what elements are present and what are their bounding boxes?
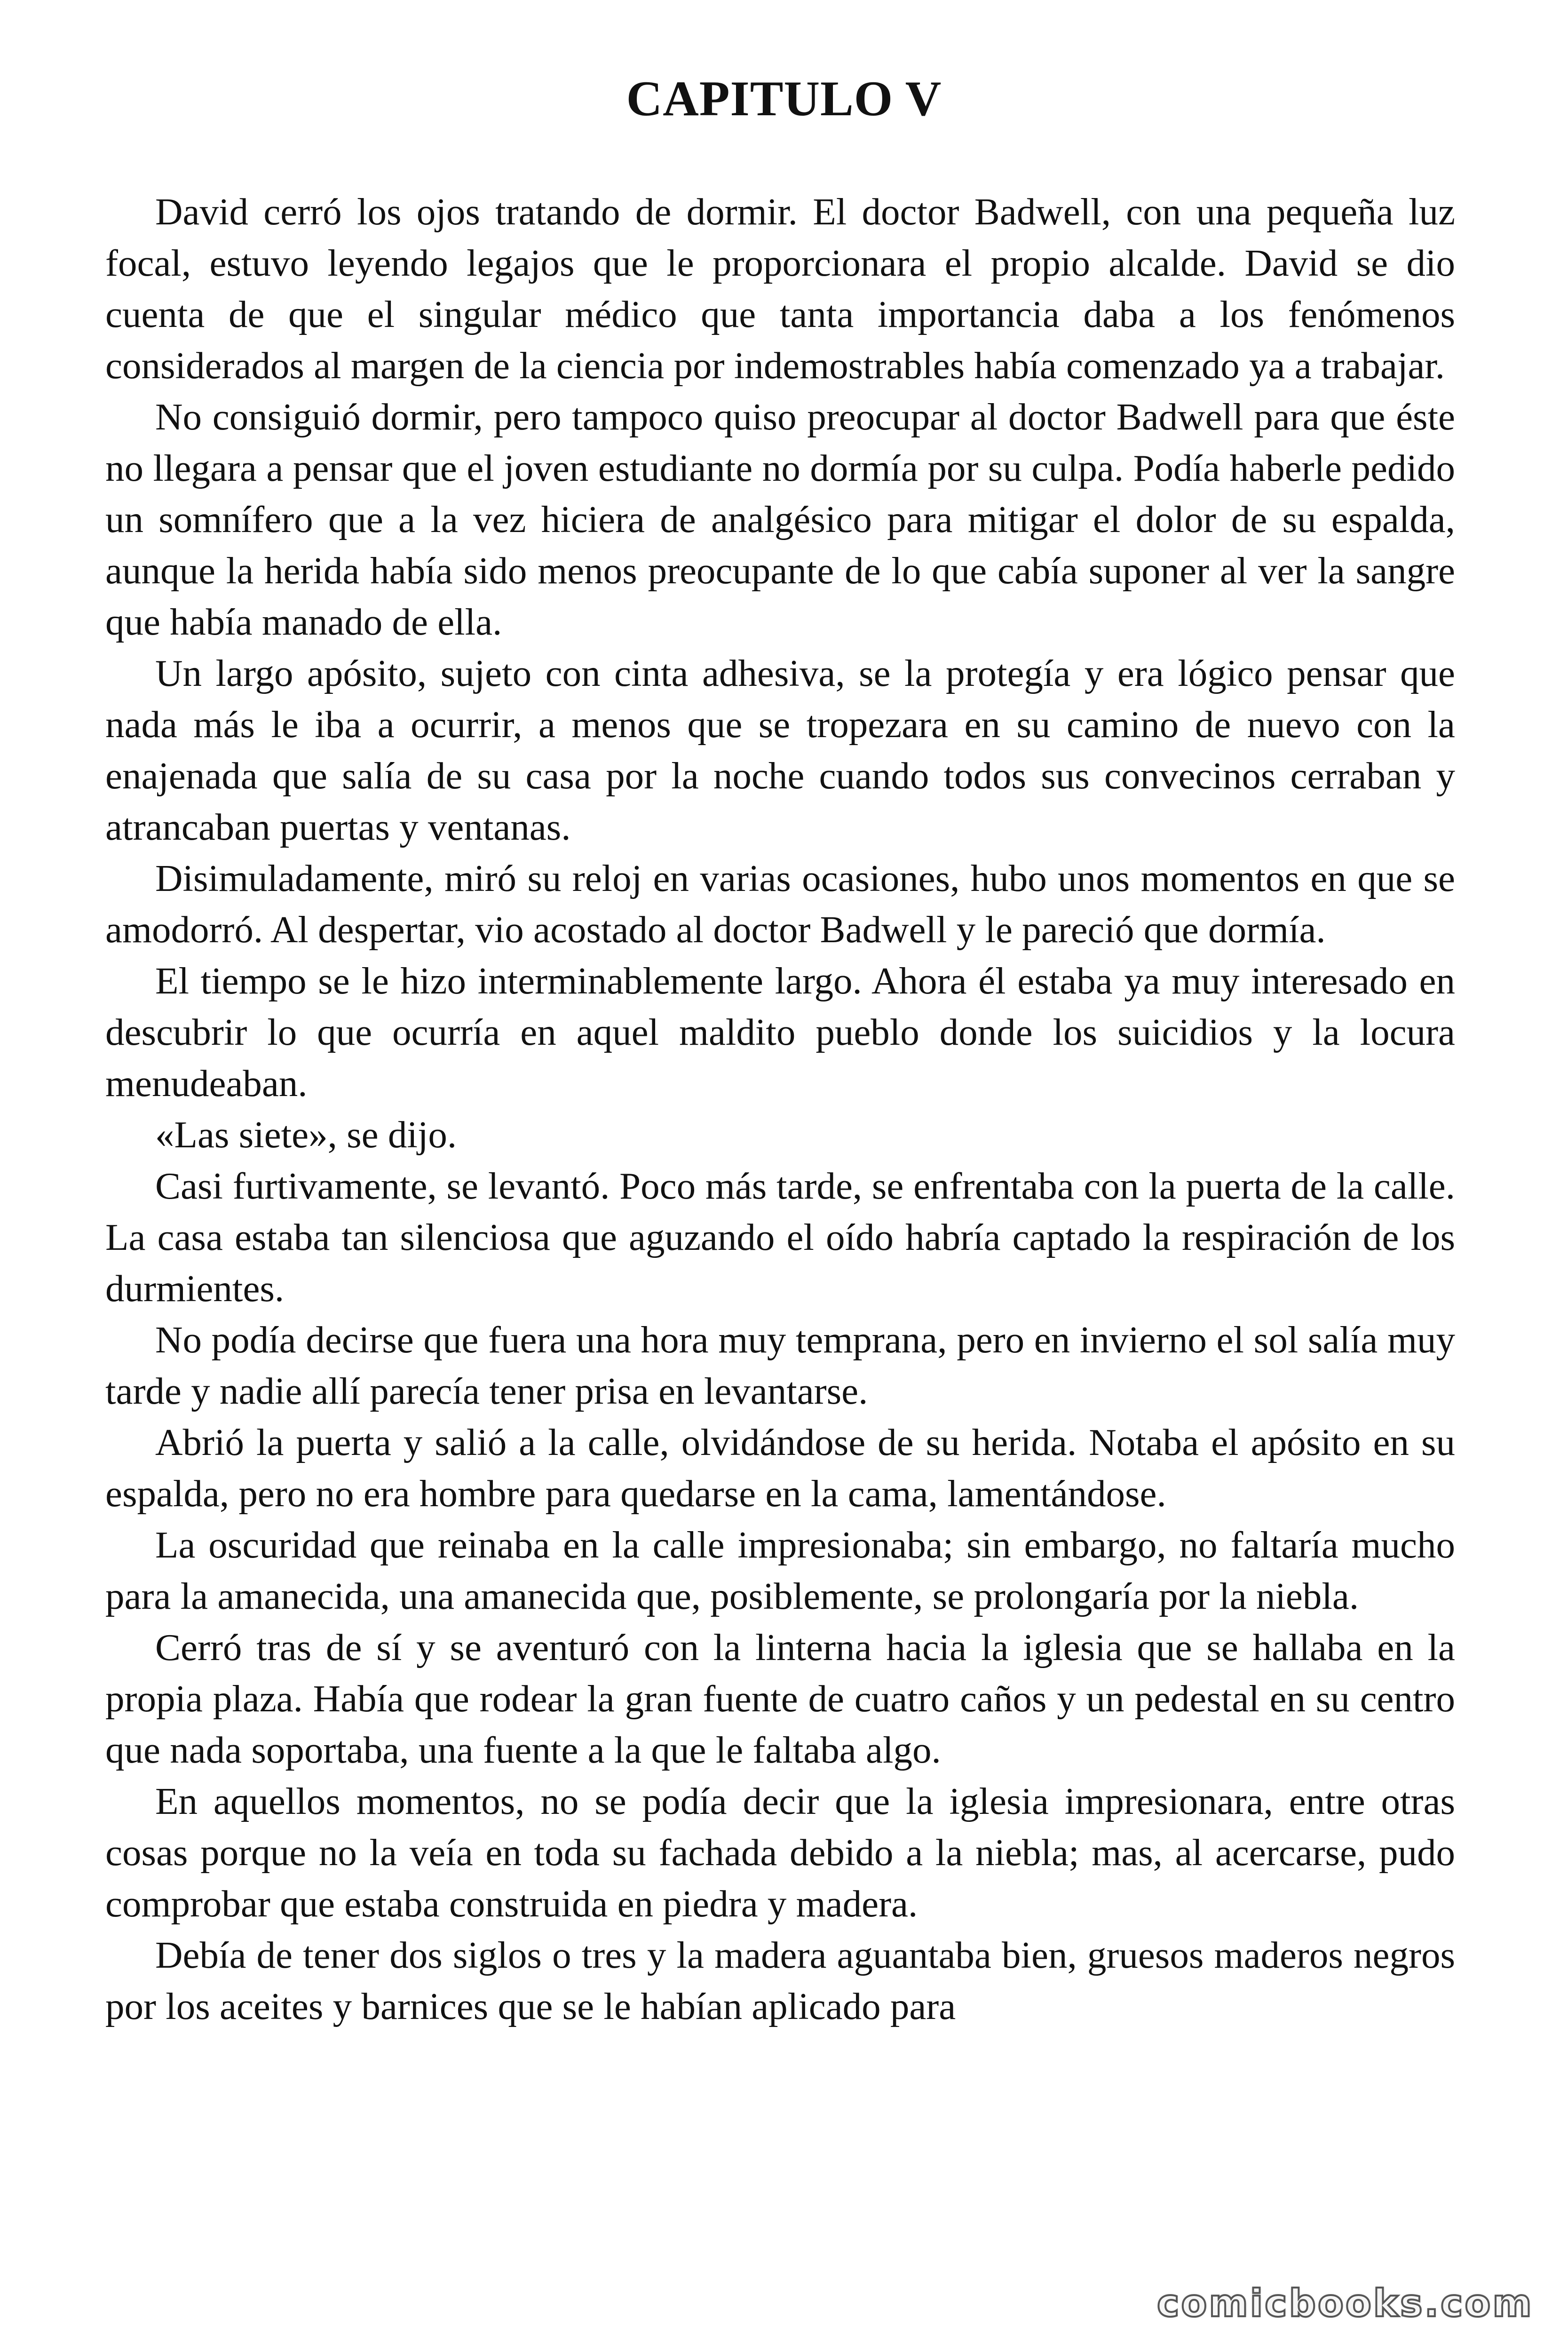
paragraph: David cerró los ojos tratando de dormir. El doctor Badwell, con una pequeña luz focal, estuvo leyendo legajos que le proporcionara el propio alcalde. David se dio cuenta de que el singular médico que tanta importancia daba a los fenómenos considerados al margen de la ciencia por indemostrables había comenzado ya a trabajar. [105, 191, 1455, 387]
paragraph: Cerró tras de sí y se aventuró con la linterna hacia la iglesia que se hallaba en la propia plaza. Había que rodear la gran fuente de cuatro caños y un pedestal en su centro que nada soportaba, una fuente a la que le faltaba algo. [105, 1626, 1455, 1771]
paragraph: Casi furtivamente, se levantó. Poco más tarde, se enfrentaba con la puerta de la calle. La casa estaba tan silenciosa que aguzando el oído habría captado la respiración de los durmientes. [105, 1165, 1455, 1310]
paragraph: La oscuridad que reinaba en la calle impresionaba; sin embargo, no faltaría mucho para la amanecida, una amanecida que, posiblemente, se prolongaría por la niebla. [105, 1524, 1455, 1617]
paragraph: No consiguió dormir, pero tampoco quiso preocupar al doctor Badwell para que éste no llegara a pensar que el joven estudiante no dormía por su culpa. Podía haberle pedido un somnífero que a la vez hiciera de analgésico para mitigar el dolor de su espalda, aunque la herida había sido menos preocupante de lo que cabía suponer al ver la sangre que había manado de ella. [105, 396, 1455, 643]
paragraph: El tiempo se le hizo interminablemente largo. Ahora él estaba ya muy interesado en descubrir lo que ocurría en aquel maldito pueblo donde los suicidios y la locura menudeaban. [105, 960, 1455, 1104]
chapter-body [105, 186, 1455, 2032]
watermark-logo: comicbooks.com [1157, 2281, 1534, 2325]
paragraph: Disimuladamente, miró su reloj en varias ocasiones, hubo unos momentos en que se amodorró. Al despertar, vio acostado al doctor Badwell y le pareció que dormía. [105, 857, 1455, 951]
paragraph-last: Debía de tener dos siglos o tres y la madera aguantaba bien, gruesos maderos negros por los aceites y barnices que se le habían aplicado para [105, 1934, 1455, 2027]
chapter-title: CAPITULO V [626, 71, 942, 126]
paragraph: «Las siete», se dijo. [155, 1113, 457, 1156]
paragraph: No podía decirse que fuera una hora muy temprana, pero en invierno el sol salía muy tarde y nadie allí parecía tener prisa en levantarse. [105, 1319, 1455, 1412]
paragraph: En aquellos momentos, no se podía decir que la iglesia impresionara, entre otras cosas porque no la veía en toda su fachada debido a la niebla; mas, al acercarse, pudo comprobar que estaba construida en piedra y madera. [105, 1780, 1455, 1925]
paragraph: Abrió la puerta y salió a la calle, olvidándose de su herida. Notaba el apósito en su espalda, pero no era hombre para quedarse en la cama, lamentándose. [105, 1421, 1455, 1515]
paragraph: Un largo apósito, sujeto con cinta adhesiva, se la protegía y era lógico pensar que nada más le iba a ocurrir, a menos que se tropezara en su camino de nuevo con la enajenada que salía de su casa por la noche cuando todos sus convecinos cerraban y atrancaban puertas y ventanas. [105, 652, 1455, 848]
